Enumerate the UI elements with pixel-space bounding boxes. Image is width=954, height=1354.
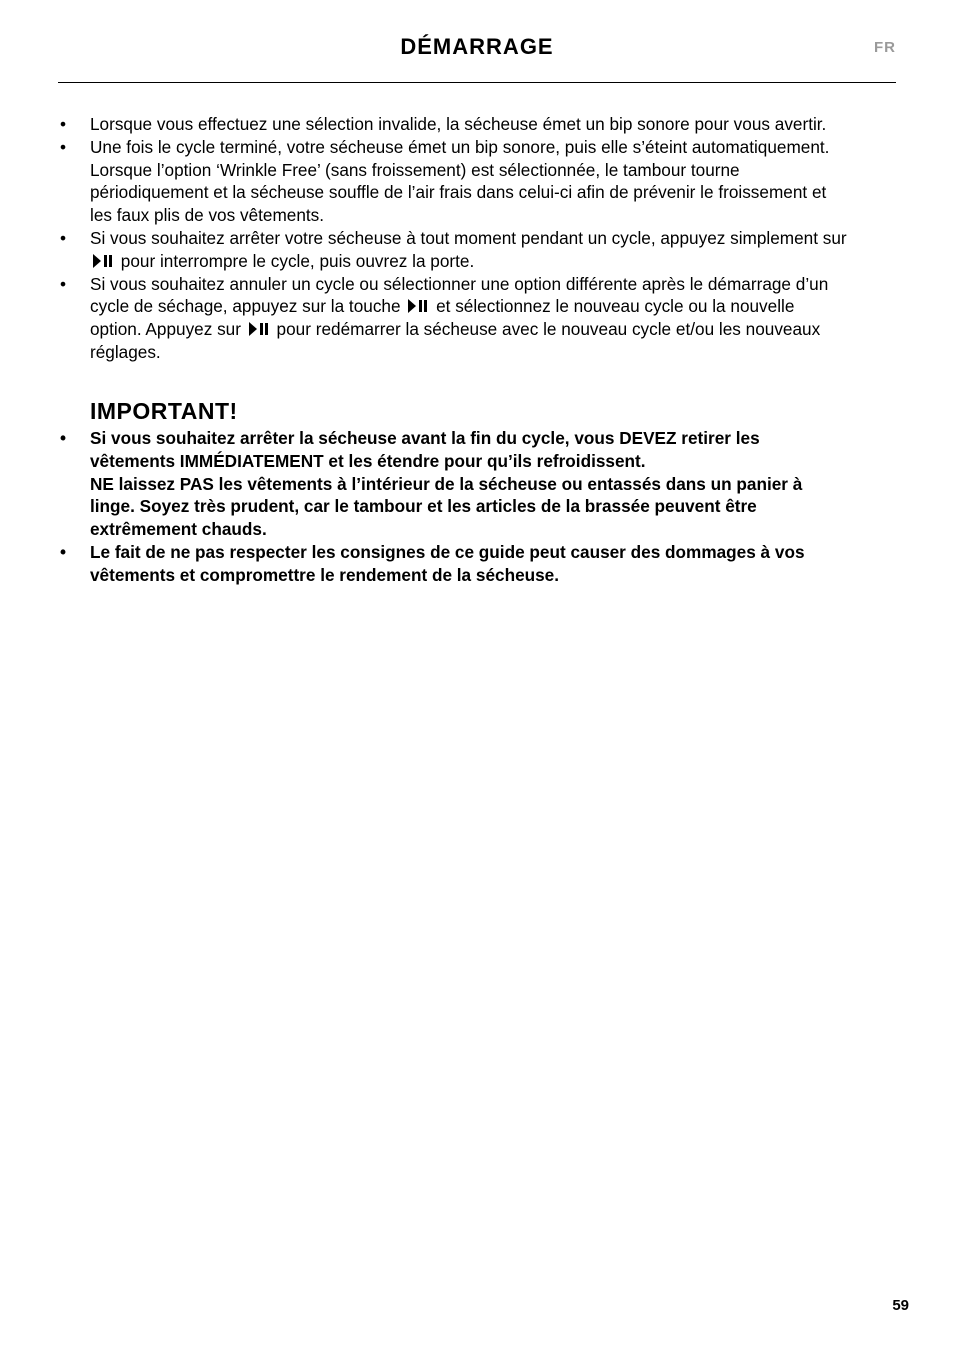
list-item-text: Le fait de ne pas respecter les consignes de ce guide peut causer des dommages à vos vêtements et compromettre le rendement de la sécheuse. <box>90 541 805 585</box>
list-item-text: pour redémarrer la sécheuse avec le nouveau cycle et/ou les nouveaux réglages. <box>90 319 821 362</box>
list-item-text: pour interrompre le cycle, puis ouvrez la porte. <box>120 250 475 271</box>
play-pause-icon <box>248 321 270 337</box>
list-item-text: NE laissez PAS les vêtements à l’intérieur de la sécheuse ou entassés dans un panier à linge. Soyez très prudent, car le tambour et les articles de la brassée peuvent être extrêmement chauds. <box>90 473 803 540</box>
bullet-icon: • <box>59 273 67 294</box>
list-item-text: Lorsque vous effectuez une sélection invalide, la sécheuse émet un bip sonore pour vous avertir. <box>90 114 827 134</box>
bullet-icon: • <box>59 136 67 157</box>
page-title: DÉMARRAGE <box>400 34 554 59</box>
list-item-text: Si vous souhaitez annuler un cycle ou sélectionner une option différente après le démarrage d’un cycle de séchage, appuyez sur la touche <box>90 273 829 317</box>
list-item <box>58 273 848 364</box>
bullet-icon: • <box>59 541 67 562</box>
bullet-icon: • <box>59 227 67 248</box>
list-item <box>58 136 848 227</box>
important-heading: IMPORTANT! <box>90 398 238 424</box>
language-label: FR <box>874 39 896 56</box>
important-list <box>58 427 848 587</box>
header-divider <box>58 82 896 83</box>
page-number: 59 <box>892 1297 909 1314</box>
list-item <box>58 427 848 541</box>
list-item <box>58 541 848 587</box>
list-item <box>58 113 848 136</box>
play-pause-icon <box>92 253 114 269</box>
play-pause-icon <box>407 298 429 314</box>
list-item-text: Une fois le cycle terminé, votre sécheuse émet un bip sonore, puis elle s’éteint automatiquement. Lorsque l’option ‘Wrinkle Free’ (sans froissement) est sélectionnée, le tambour tourne périodiquement et la sécheuse souffle de l’air frais dans celui-ci afin de prévenir le froissement et les faux plis de vos vêtements. <box>90 136 830 226</box>
list-item-text: et sélectionnez le nouveau cycle ou la nouvelle option. Appuyez sur <box>90 296 795 340</box>
bullet-icon: • <box>59 114 67 134</box>
instruction-list <box>58 113 848 364</box>
list-item-text: Si vous souhaitez arrêter la sécheuse avant la fin du cycle, vous DEVEZ retirer les vêtements IMMÉDIATEMENT et les étendre pour qu’ils refroidissent. <box>90 428 760 471</box>
list-item-text: Si vous souhaitez arrêter votre sécheuse à tout moment pendant un cycle, appuyez simplement sur <box>90 227 847 248</box>
list-item <box>58 227 848 273</box>
bullet-icon: • <box>59 428 67 448</box>
